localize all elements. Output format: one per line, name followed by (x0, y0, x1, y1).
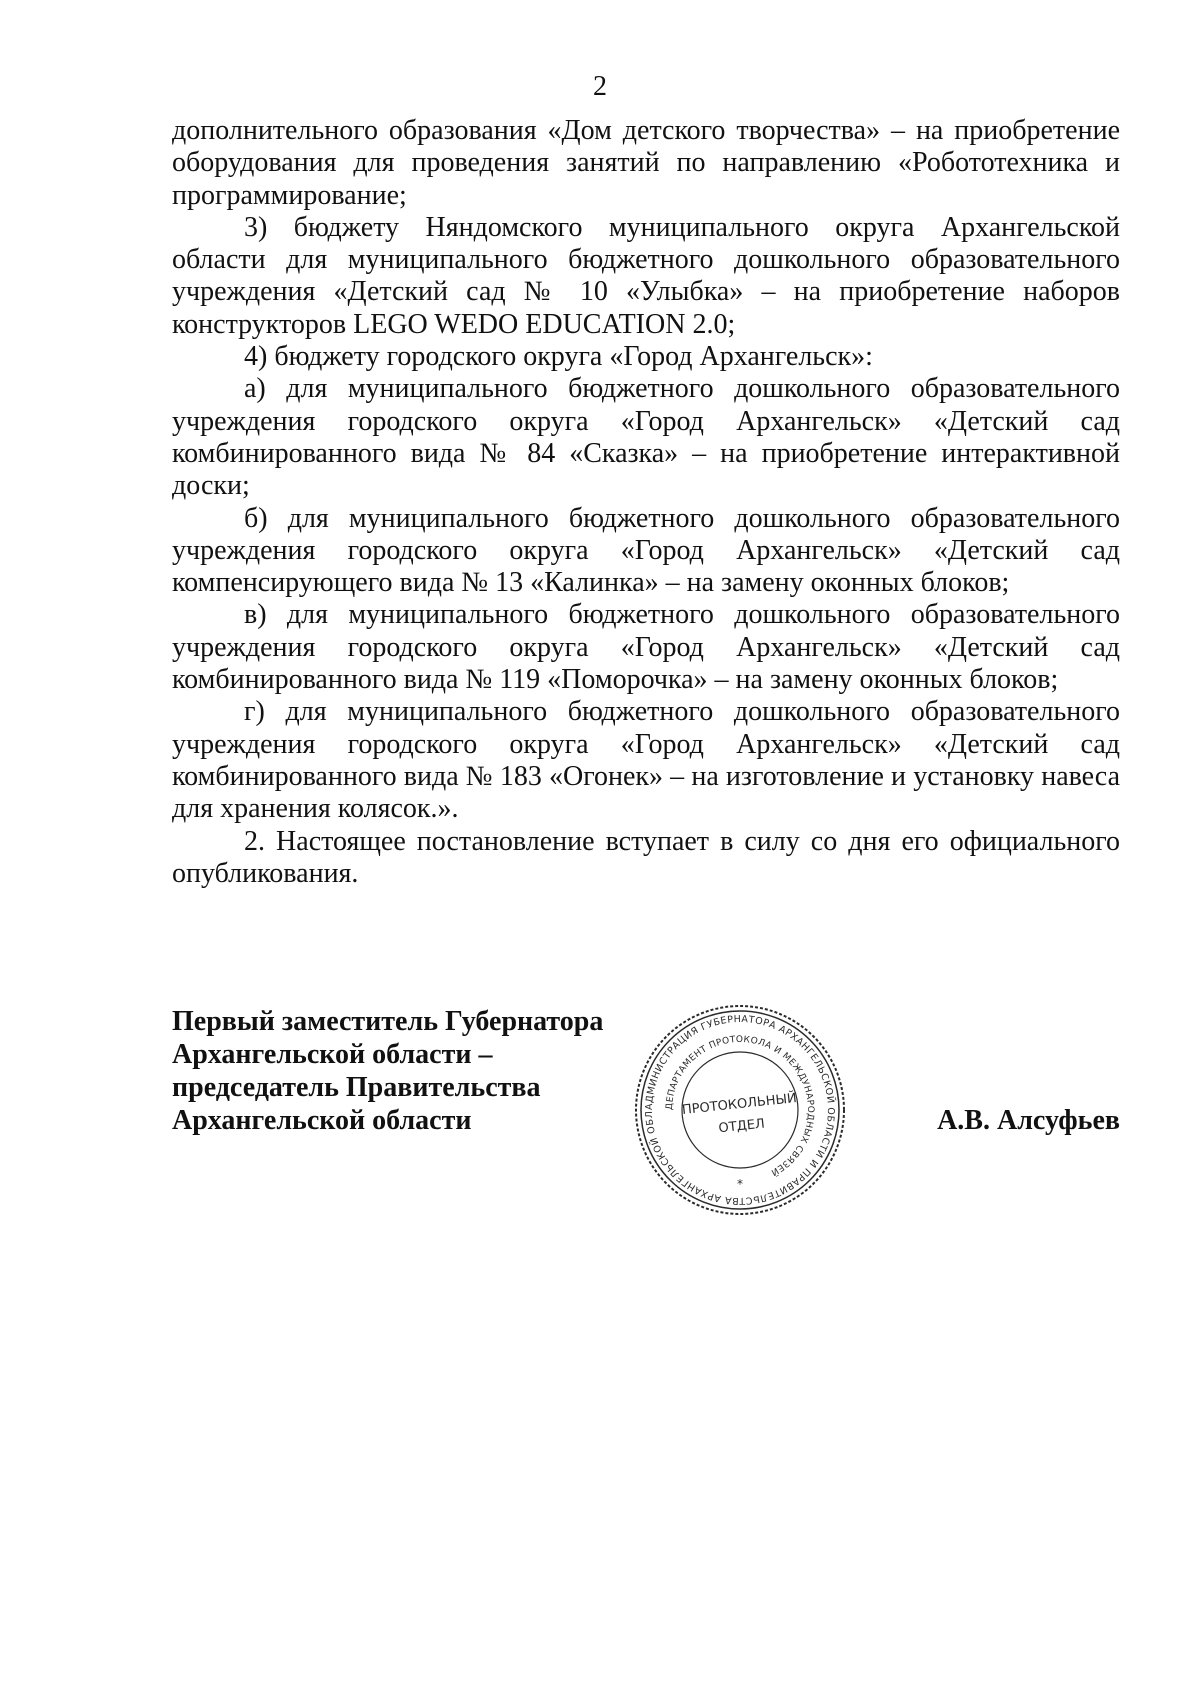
signatory-name: А.В. Алсуфьев (937, 1105, 1120, 1136)
paragraph-effective-date: 2. Настоящее постановление вступает в силу со дня его официального опубликования. (172, 825, 1120, 889)
signatory-title-line: Архангельской области – (172, 1039, 493, 1070)
stamp-outer-text: АДМИНИСТРАЦИЯ ГУБЕРНАТОРА АРХАНГЕЛЬСКОЙ ОБЛАСТИ И ПРАВИТЕЛЬСТВА АРХАНГЕЛЬСКОЙ ОБЛ (643, 1013, 837, 1207)
paragraph-subitem-g: г) для муниципального бюджетного дошкольного образовательного учреждения городского округа «Город Архангельск» «Детский сад комбинированного вида № 183 «Огонек» – на изготовление и установку навеса для хранения колясок.». (172, 696, 1120, 825)
paragraph-continuation: дополнительного образования «Дом детского творчества» – на приобретение оборудования для проведения занятий по направлению «Робототехника и программирование; (172, 115, 1120, 211)
official-stamp (630, 1000, 850, 1220)
paragraph-item-4: 4) бюджету городского округа «Город Архангельск»: (244, 341, 873, 373)
page-number: 2 (593, 71, 607, 102)
paragraph-subitem-a: а) для муниципального бюджетного дошкольного образовательного учреждения городского округа «Город Архангельск» «Детский сад комбинированного вида № 84 «Сказка» – на приобретение интерактивной доски; (172, 373, 1120, 502)
stamp-star-icon: * (737, 1177, 743, 1191)
paragraph-subitem-b: б) для муниципального бюджетного дошкольного образовательного учреждения городского округа «Город Архангельск» «Детский сад компенсирующего вида № 13 «Калинка» – на замену оконных блоков; (172, 502, 1120, 599)
signatory-title-line: Архангельской области (172, 1105, 472, 1136)
stamp-center-line2: ОТДЕЛ (717, 1116, 766, 1137)
stamp-center-line1: ПРОТОКОЛЬНЫЙ (681, 1091, 798, 1119)
paragraph-item-3: 3) бюджету Няндомского муниципального округа Архангельской области для муниципального бюджетного дошкольного образовательного учреждения «Детский сад № 10 «Улыбка» – на приобретение наборов конструкторов LEGO WEDO EDUCATION 2.0; (172, 211, 1120, 340)
document-body (172, 115, 1120, 890)
stamp-seal-icon (630, 1000, 850, 1220)
signatory-title-line: председатель Правительства (172, 1072, 541, 1103)
stamp-inner-text: ДЕПАРТАМЕНТ ПРОТОКОЛА И МЕЖДУНАРОДНЫХ СВЯЗЕЙ (664, 1034, 816, 1178)
paragraph-subitem-v: в) для муниципального бюджетного дошкольного образовательного учреждения городского округа «Город Архангельск» «Детский сад комбинированного вида № 119 «Поморочка» – на замену оконных блоков; (172, 599, 1120, 696)
signatory-title (172, 1005, 642, 1137)
signatory-title-line: Первый заместитель Губернатора (172, 1006, 604, 1037)
